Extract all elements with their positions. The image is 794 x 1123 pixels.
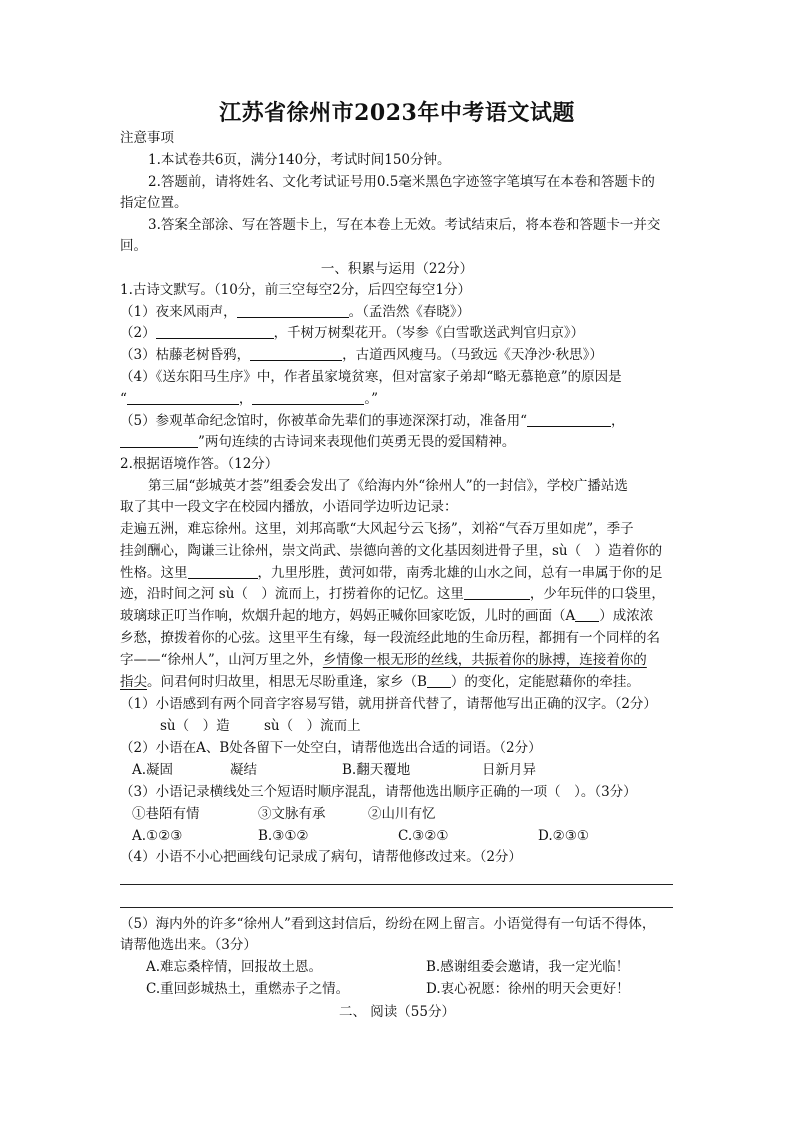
q2-sub-3-items: ①巷陌有情 ③文脉有承 ②山川有忆 [132,806,436,822]
answer-blank[interactable] [427,672,451,688]
option[interactable]: C.重回彭城热土，重燃赤子之情。 [146,981,350,997]
passage-line: 性格。这里 ，九里彤胜，黄河如带，南秀北雄的山水之间，总有一串属于你的足 [120,565,663,581]
passage-line: 字——“徐州人”，山河万里之外，乡情像一根无形的丝线，共振着你的脉搏，连接着你的 [120,652,647,668]
q2-stem: 2.根据语境作答。（12分） [120,456,279,472]
option[interactable]: D.衷心祝愿：徐州的明天会更好！ [426,981,630,997]
option[interactable]: D.②③① [538,828,589,844]
q2-sub-1-answers [120,716,680,737]
q1-line-4: （4）《送东阳马生序》中，作者虽家境贫寒，但对富家子弟却“略无慕艳意”的原因是 [120,369,622,385]
option[interactable]: A.凝固 [132,762,174,778]
option[interactable]: B.③①② [258,828,309,844]
option[interactable]: A.①②③ [132,828,183,844]
q1-line-2: （2） ，千树万树梨花开。（岑参《白雪歌送武判官归京》） [120,325,585,341]
page-title: 江苏省徐州市2023年中考语文试题 [219,100,575,126]
passage-line: 迹，沿时间之河 sù（ ）流而上，打捞着你的记忆。这里 ，少年玩伴的口袋里， [120,586,665,602]
answer-blank[interactable] [250,345,342,361]
notice-heading: 注意事项 [120,130,174,146]
q2-sub-4: （4）小语不小心把画线句记录成了病句，请帮他修改过来。（2分） [120,849,522,865]
option[interactable]: C.③②① [398,828,449,844]
answer-line[interactable] [120,907,673,908]
answer-blank[interactable] [120,432,198,448]
notice-item-3-cont: 回。 [120,238,147,254]
answer-blank[interactable] [575,606,599,622]
answer-blank[interactable] [127,389,239,405]
option[interactable]: B.感谢组委会邀请，我一定光临！ [426,959,630,975]
underlined-sentence: 指尖 [120,674,147,690]
option[interactable]: 凝结 [230,762,257,778]
q1-line-5: （5）参观革命纪念馆时，你被革命先辈们的事迹深深打动，准备用“ ， [120,413,625,429]
notice-item-2: 2.答题前，请将姓名、文化考试证号用0.5毫米黑色字迹签字笔填写在本卷和答题卡的 [148,174,655,190]
passage-line: 走遍五洲，难忘徐州。这里，刘邦高歌“大风起兮云飞扬”，刘裕“气吞万里如虎”，季子 [120,521,634,537]
q2-paragraph: 取了其中一段文字在校园内播放，小语同学边听边记录： [120,499,458,515]
q2-sub-5: （5）海内外的许多“徐州人”看到这封信后，纷纷在网上留言。小语觉得有一句话不得体， [120,916,656,932]
passage-line: 玻璃球正叮当作响，炊烟升起的地方，妈妈正喊你回家吃饭，儿时的画面（A ）成浓浓 [120,608,654,624]
q2-sub-2-options [120,760,680,781]
pinyin-blank-2[interactable]: sù（ ）流而上 [264,718,361,734]
q1-stem: 1.古诗文默写。（10分，前三空每空2分，后四空每空1分） [120,282,471,298]
q2-sub-3: （3）小语记录横线处三个短语时顺序混乱，请帮他选出顺序正确的一项（ ）。（3分） [120,784,637,800]
q1-line-1: （1）夜来风雨声， 。（孟浩然《春晓》） [120,304,471,320]
notice-item-3: 3.答案全部涂、写在答题卡上，写在本卷上无效。考试结束后，将本卷和答题卡一并交 [148,217,661,233]
section-1-heading: 一、积累与运用（22分） [320,261,474,277]
answer-blank[interactable] [527,411,611,427]
answer-line[interactable] [120,884,673,885]
q2-paragraph: 第三届“彭城英才荟”组委会发出了《给海内外“徐州人”的一封信》，学校广播站选 [148,478,628,494]
answer-blank[interactable] [156,323,274,339]
passage-line: 乡愁，撩拨着你的心弦。这里平生有缘，每一段流经此地的生命历程，都拥有一个同样的名 [120,630,660,646]
passage-line: 指尖。问君何时归故里，相思无尽盼重逢，家乡（B ）的变化，定能慰藉你的牵挂。 [120,674,640,690]
q1-line-5-cont: ”两句连续的古诗词来表现他们英勇无畏的爱国精神。 [120,432,680,453]
notice-item-1: 1.本试卷共6页，满分140分，考试时间150分钟。 [148,152,451,168]
q2-sub-5-options-row-2 [120,979,680,1000]
answer-blank[interactable] [188,563,258,579]
q2-sub-2: （2）小语在A、B处各留下一处空白，请帮他选出合适的词语。（2分） [120,740,542,756]
q2-sub-5-options-row-1 [120,957,680,978]
q2-sub-1: （1）小语感到有两个同音字容易写错，就用拼音代替了，请帮他写出正确的汉字。（2分） [120,696,657,712]
option[interactable]: B.翻天覆地 [342,762,411,778]
option[interactable]: 日新月异 [482,762,536,778]
section-2-heading: 二、 阅读（55分） [339,1004,455,1020]
q2-sub-3-options [120,826,680,847]
underlined-sentence: 乡情像一根无形的丝线，共振着你的脉搏，连接着你的 [322,652,647,668]
q1-line-3: （3）枯藤老树昏鸦， ，古道西风瘦马。（马致远《天净沙·秋思》） [120,347,603,363]
answer-blank[interactable] [237,302,349,318]
q2-sub-5-cont: 请帮他选出来。（3分） [120,937,257,953]
answer-blank[interactable] [252,389,364,405]
passage-line: 挂剑酬心，陶谦三让徐州，崇文尚武、崇德向善的文化基因刻进骨子里，sù（ ）造着你的 [120,543,663,559]
notice-item-2-cont: 指定位置。 [120,195,188,211]
answer-blank[interactable] [464,584,530,600]
pinyin-blank-1[interactable]: sù（ ）造 [160,718,230,734]
option[interactable]: A.难忘桑梓情，回报故土恩。 [146,959,323,975]
q1-line-4-cont: “ ， 。” [120,391,379,407]
